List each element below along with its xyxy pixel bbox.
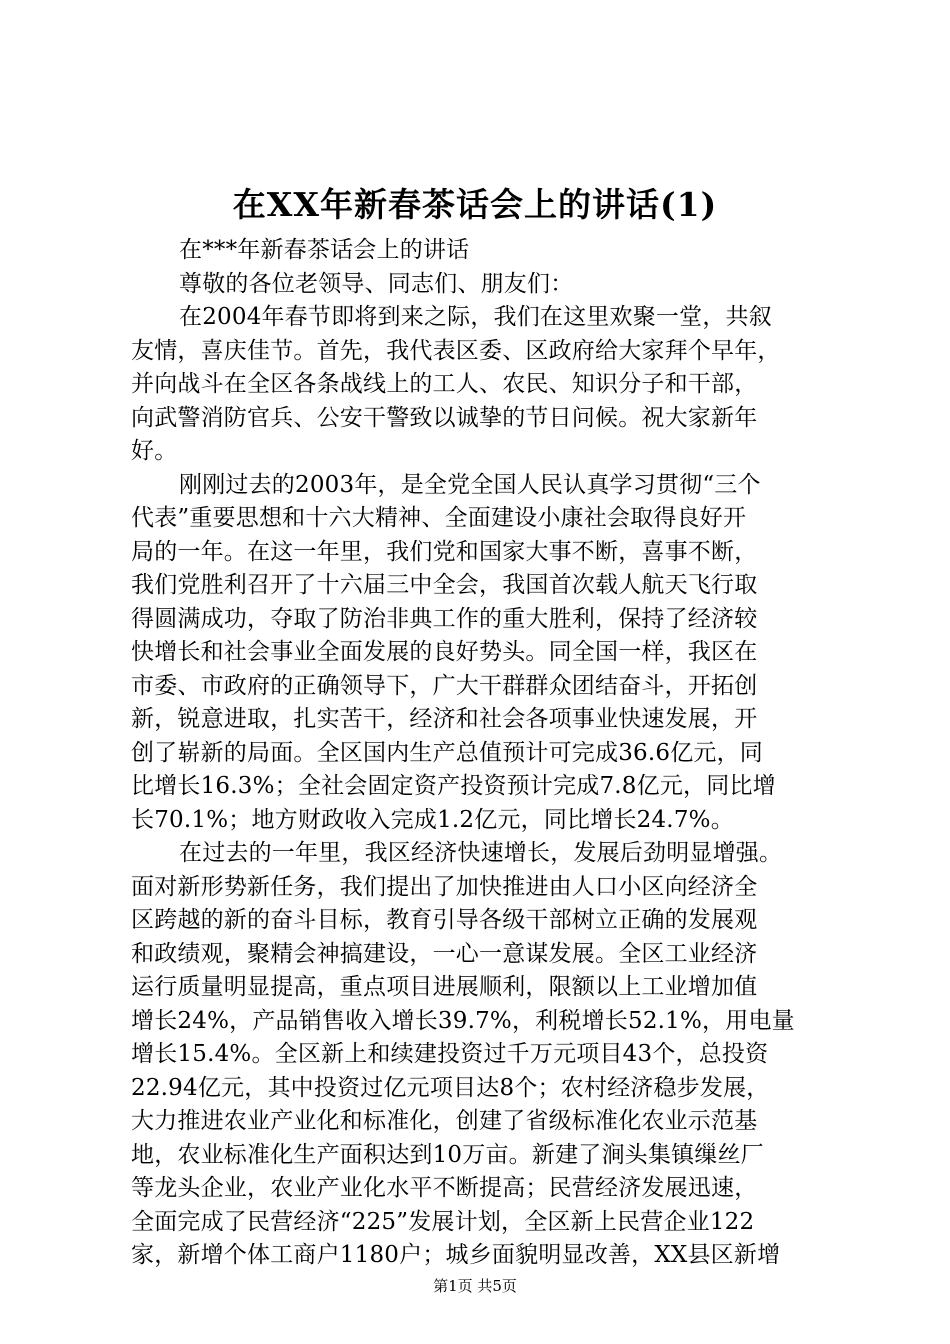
page-footer: 第1页 共5页 [433, 1277, 517, 1295]
text-line: 22.94亿元，其中投资过亿元项目达8个；农村经济稳步发展， [131, 1074, 770, 1101]
text-line: 我们党胜利召开了十六届三中全会，我国首次载人航天飞行取 [131, 572, 758, 598]
text-line: 家，新增个体工商户1180户；城乡面貌明显改善，XX县区新增 [131, 1242, 781, 1268]
text-line: 运行质量明显提高，重点项目进展顺利，限额以上工业增加值 [131, 974, 758, 1000]
text-line: 创了崭新的局面。全区国内生产总值预计可完成36.6亿元，同 [131, 739, 764, 766]
text-line: 区跨越的新的奋斗目标，教育引导各级干部树立正确的发展观 [131, 907, 758, 933]
text-line: 全面完成了民营经济“225”发展计划，全区新上民营企业122 [131, 1208, 755, 1235]
text-line: 在2004年春节即将到来之际，我们在这里欢聚一堂，共叙 [179, 304, 772, 330]
text-line: 代表”重要思想和十六大精神、全面建设小康社会取得良好开 [131, 505, 747, 531]
text-line: 增长15.4%。全区新上和续建投资过千万元项目43个，总投资 [131, 1041, 769, 1067]
text-line: 和政绩观，聚精会神搞建设，一心一意谋发展。全区工业经济 [131, 940, 758, 967]
text-line: 局的一年。在这一年里，我们党和国家大事不断，喜事不断， [131, 538, 758, 565]
text-line: 并向战斗在全区各条战线上的工人、农民、知识分子和干部， [131, 371, 758, 397]
text-line: 向武警消防官兵、公安干警致以诚挚的节日问候。祝大家新年 [131, 404, 758, 431]
text-line: 新，锐意进取，扎实苦干，经济和社会各项事业快速发展，开 [131, 706, 758, 732]
text-line: 在过去的一年里，我区经济快速增长，发展后劲明显增强。 [179, 840, 783, 866]
document-body [131, 234, 851, 1273]
text-line: 大力推进农业产业化和标准化，创建了省级标准化农业示范基 [131, 1108, 758, 1134]
text-line: 友情，喜庆佳节。首先，我代表区委、区政府给大家拜个早年， [131, 337, 781, 364]
text-line: 市委、市政府的正确领导下，广大干群群众团结奋斗，开拓创 [131, 672, 758, 699]
text-line: 等龙头企业，农业产业化水平不断提高；民营经济发展迅速， [131, 1175, 758, 1201]
text-line: 尊敬的各位老领导、同志们、朋友们： [179, 270, 574, 297]
document-title: 在XX年新春茶话会上的讲话(1) [232, 185, 718, 224]
text-line: 地，农业标准化生产面积达到10万亩。新建了涧头集镇缫丝厂 [131, 1141, 764, 1168]
text-line: 增长24%，产品销售收入增长39.7%，利税增长52.1%，用电量 [131, 1007, 795, 1034]
text-line: 好。 [131, 438, 178, 464]
text-line: 面对新形势新任务，我们提出了加快推进由人口小区向经济全 [131, 873, 758, 900]
text-line: 长70.1%；地方财政收入完成1.2亿元，同比增长24.7%。 [131, 806, 734, 833]
text-line: 在***年新春茶话会上的讲话 [179, 237, 470, 263]
text-line: 比增长16.3%；全社会固定资产投资预计完成7.8亿元，同比增 [131, 773, 776, 799]
text-line: 得圆满成功，夺取了防治非典工作的重大胜利，保持了经济较 [131, 605, 758, 632]
text-line: 刚刚过去的2003年，是全党全国人民认真学习贯彻“三个 [179, 471, 761, 498]
text-line: 快增长和社会事业全面发展的良好势头。同全国一样，我区在 [131, 639, 758, 665]
